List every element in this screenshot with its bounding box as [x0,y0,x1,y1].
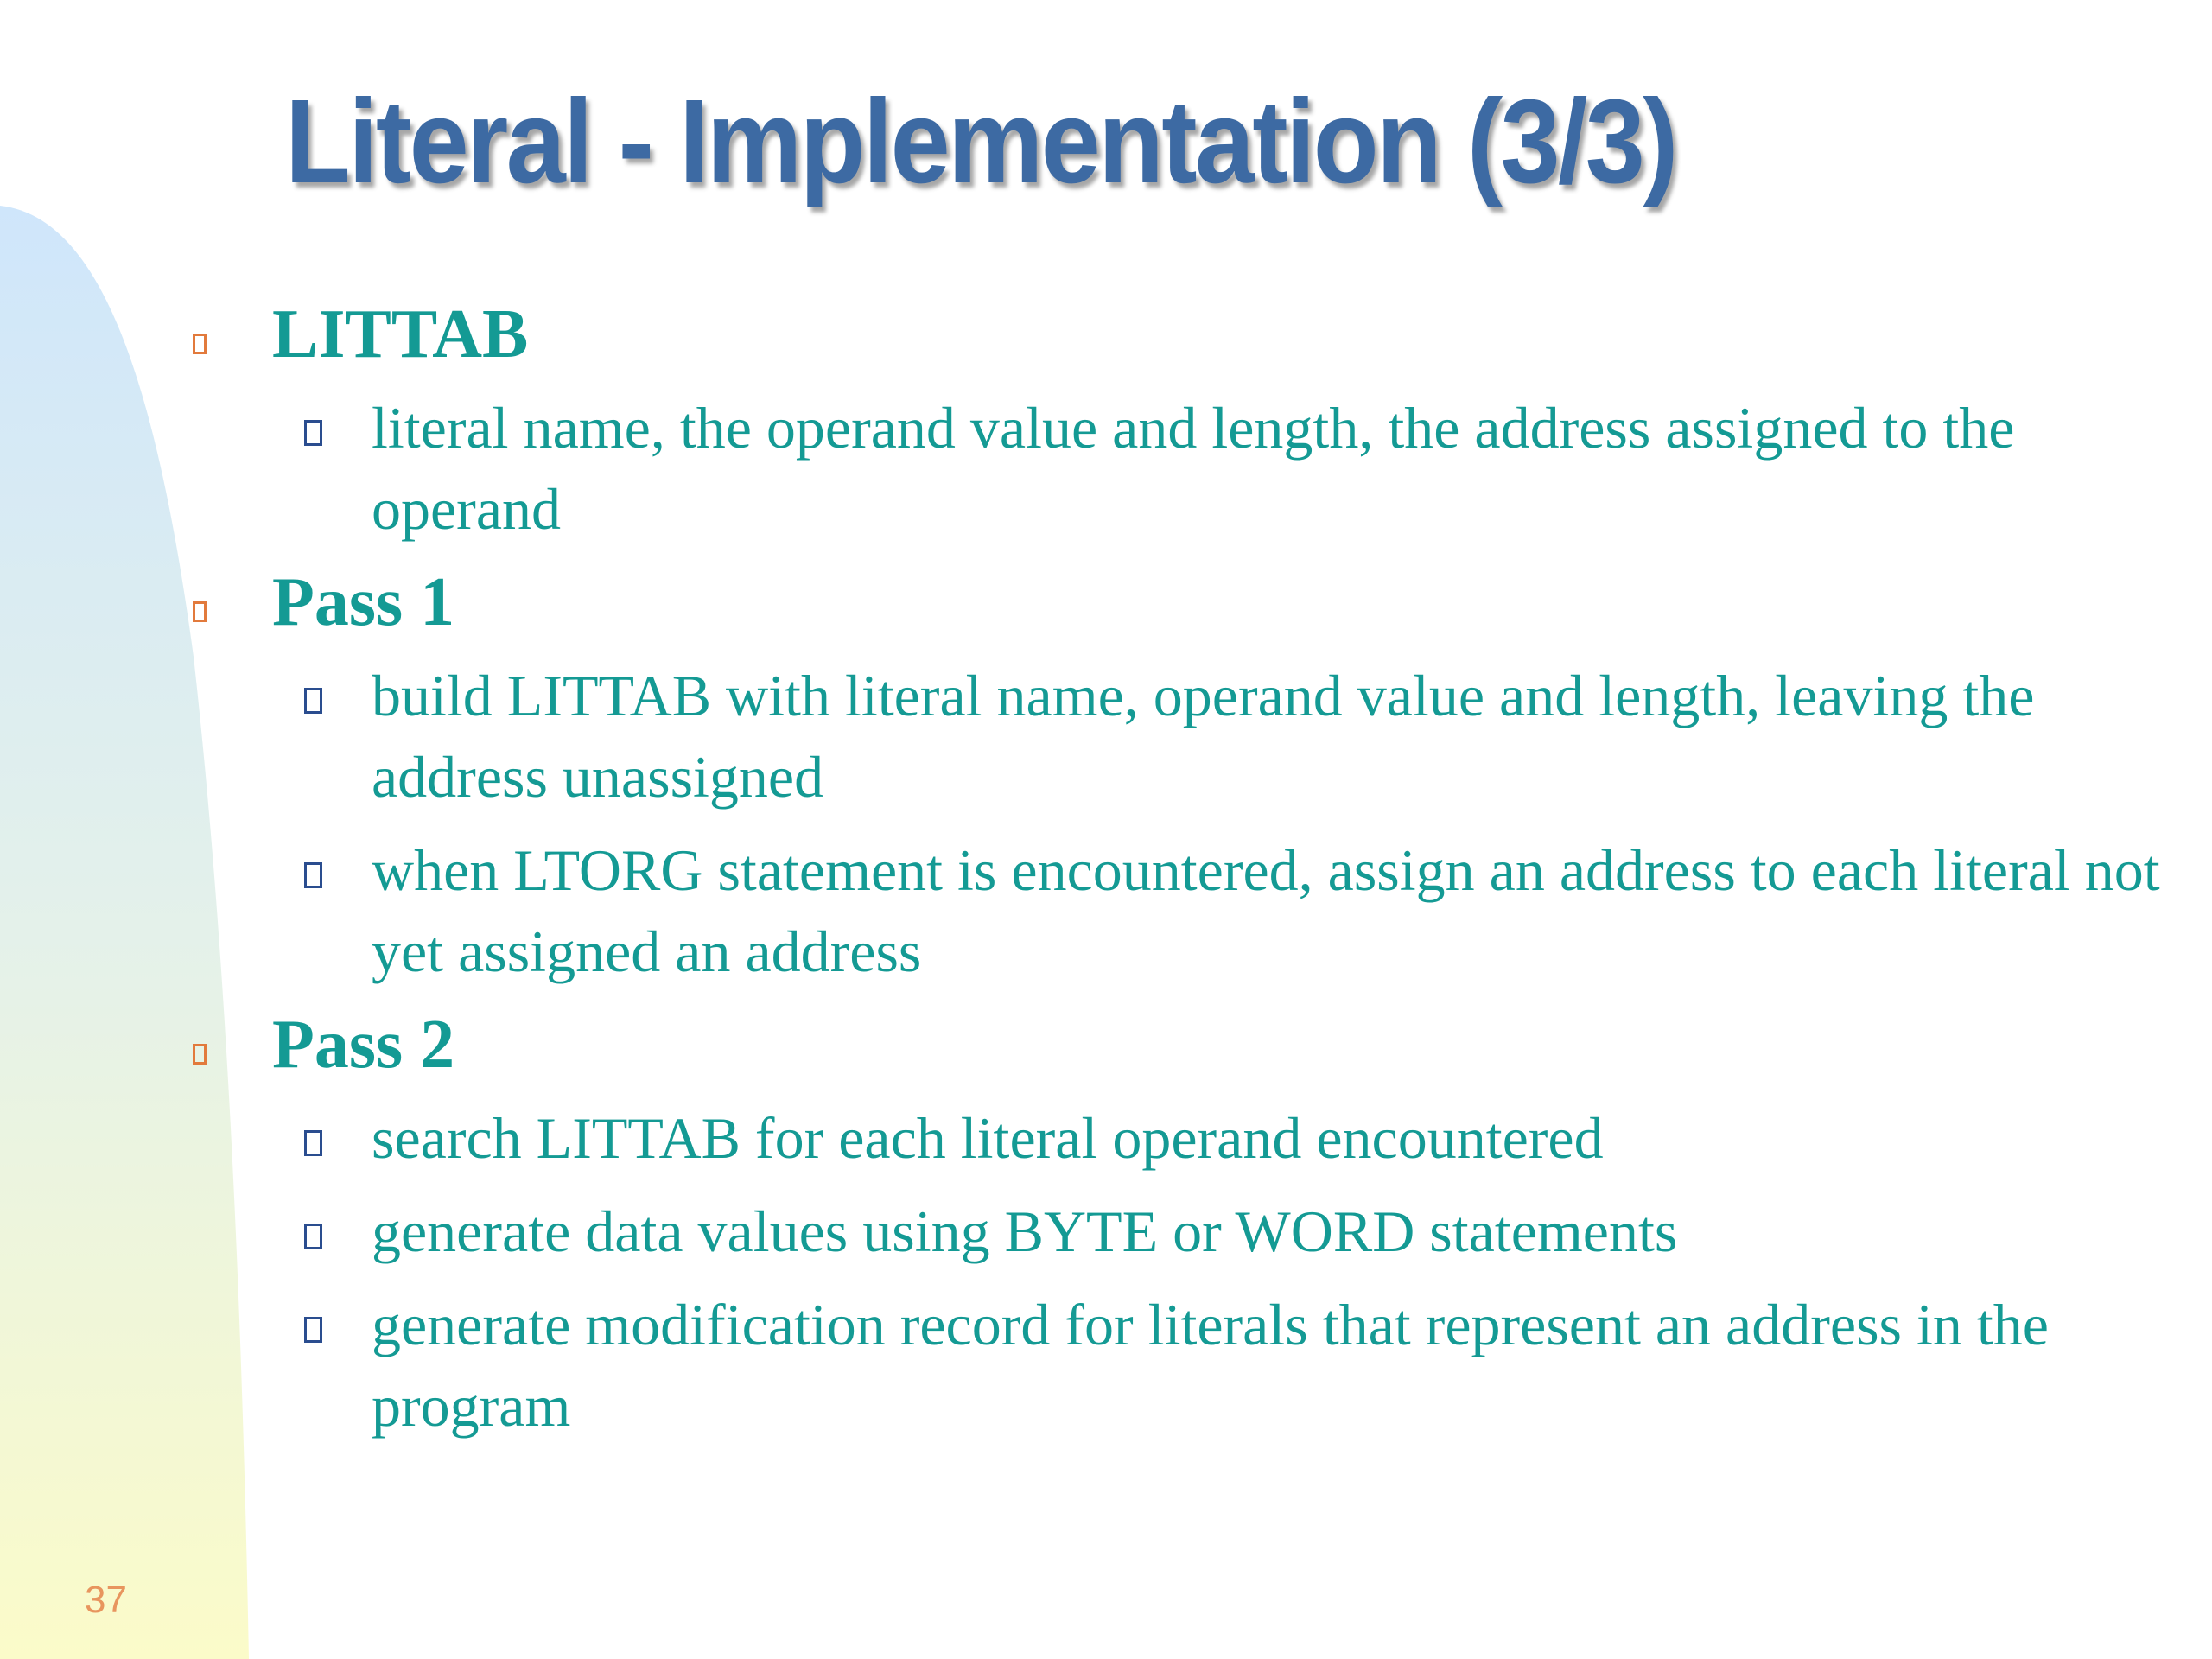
bullet-item-text: literal name, the operand value and length, the address assigned to the operand [372,395,2015,542]
square-bullet-icon [193,1044,207,1065]
square-bullet-icon [193,334,207,354]
bullet-item-text: build LITTAB with literal name, operand value and length, leaving the address unassigned [372,663,2035,810]
bullet-item-text: search LITTAB for each literal operand encountered [372,1105,1604,1171]
slide-body [186,294,2173,1459]
bullet-item-text: generate modification record for literals that represent an address in the program [372,1292,2049,1439]
section-heading-label: LITTAB [272,296,529,372]
square-bullet-icon [304,688,322,714]
bullet-item [372,830,2173,992]
square-bullet-icon [304,1224,322,1249]
square-bullet-icon [304,862,322,888]
bullet-item-text: generate data values using BYTE or WORD statements [372,1198,1678,1264]
bullet-item [372,655,2173,817]
square-bullet-icon [304,1130,322,1156]
bullet-item [372,1284,2173,1446]
section-heading-pass-2 [186,1004,2173,1085]
bullet-item [372,1097,2173,1179]
square-bullet-icon [304,420,322,446]
section-heading-littab [186,294,2173,375]
bullet-item-text: when LTORG statement is encountered, assign an address to each literal not yet assigned an address [372,837,2160,984]
bullet-item [372,1191,2173,1272]
square-bullet-icon [304,1317,322,1343]
slide-title: Literal - Implementation (3/3) [285,75,1676,208]
slide-page-number: 37 [85,1579,127,1621]
bullet-item [372,387,2173,550]
section-heading-label: Pass 1 [272,564,455,640]
section-heading-pass-1 [186,562,2173,643]
square-bullet-icon [193,601,207,622]
section-heading-label: Pass 2 [272,1007,455,1083]
